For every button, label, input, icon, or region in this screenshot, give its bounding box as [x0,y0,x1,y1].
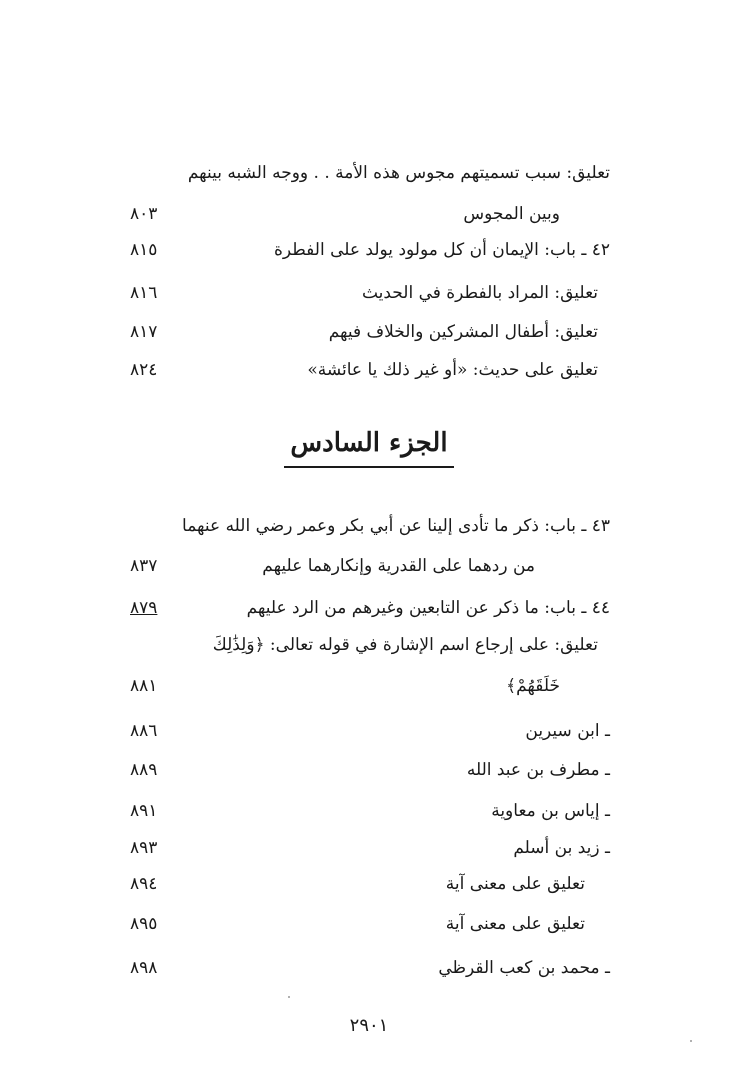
toc-entry-title: تعليق على معنى آية [445,874,585,894]
toc-entry [120,508,610,544]
toc-entry-title: تعليق: سبب تسميتهم مجوس هذه الأمة . . ووجه الشبه بينهم [187,163,610,183]
toc-entry-title: ـ ابن سيرين [525,721,610,741]
toc-entry [120,314,610,350]
toc-entry-title: ـ محمد بن كعب القرظي [438,958,610,978]
toc-page-number: ٨٣٧ [130,556,158,576]
toc-entry-title: ـ إياس بن معاوية [491,801,610,821]
toc-page-number: ٨٩٤ [130,874,158,894]
toc-page-number: ٨٨١ [130,676,158,696]
toc-page-number: ٨٩٨ [130,958,158,978]
toc-entry-title: ٤٣ ـ باب: ذكر ما تأدى إلينا عن أبي بكر وعمر رضي الله عنهما [182,516,610,536]
toc-page-number: ٨٧٩ [130,598,158,618]
toc-page-number: ٨١٧ [130,322,158,342]
toc-entry [120,627,610,663]
toc-entry [120,352,610,388]
toc-entry [120,232,610,268]
toc-entry-title: تعليق على معنى آية [445,914,585,934]
toc-entry-title: خَلَقَهُمْ﴾ [506,676,560,696]
toc-entry [120,752,610,788]
toc-entry-title: ـ زيد بن أسلم [513,838,610,858]
page-number: ٢٩٠١ [349,1015,389,1036]
toc-entry-title: ٤٢ ـ باب: الإيمان أن كل مولود يولد على الفطرة [273,240,610,260]
toc-entry-title: وبين المجوس [463,204,560,224]
toc-entry [120,950,610,986]
toc-entry-title: تعليق: على إرجاع اسم الإشارة في قوله تعالى: ﴿وَلِذَٰلِكَ [212,635,598,655]
toc-entry [120,906,610,942]
toc-entry-title: ـ مطرف بن عبد الله [466,760,610,780]
toc-page-number: ٨١٦ [130,283,158,303]
toc-page-number: ٨١٥ [130,240,158,260]
toc-entry [120,155,610,191]
toc-entry [120,830,610,866]
toc-page-number: ٨٢٤ [130,360,158,380]
scan-speck [690,1040,692,1042]
part-heading [0,420,738,468]
toc-entry-title: تعليق: أطفال المشركين والخلاف فيهم [328,322,598,342]
toc-entry [120,590,610,626]
toc-page-number: ٨٩١ [130,801,158,821]
scan-speck [288,996,290,998]
part-heading-text: الجزء السادس [284,420,453,468]
toc-entry-title: من ردهما على القدرية وإنكارهما عليهم [262,556,535,576]
toc-entry-title: تعليق على حديث: «أو غير ذلك يا عائشة» [307,360,598,380]
toc-page-number: ٨٠٣ [130,204,158,224]
toc-entry-title: ٤٤ ـ باب: ما ذكر عن التابعين وغيرهم من الرد عليهم [246,598,610,618]
toc-page-number: ٨٨٦ [130,721,158,741]
toc-entry [120,668,610,704]
toc-entry [120,548,610,584]
toc-entry [120,866,610,902]
toc-entry [120,793,610,829]
toc-page-number: ٨٨٩ [130,760,158,780]
toc-entry [120,275,610,311]
toc-page-number: ٨٩٣ [130,838,158,858]
toc-page-number: ٨٩٥ [130,914,158,934]
toc-entry [120,713,610,749]
toc-entry [120,196,610,232]
toc-entry-title: تعليق: المراد بالفطرة في الحديث [361,283,598,303]
